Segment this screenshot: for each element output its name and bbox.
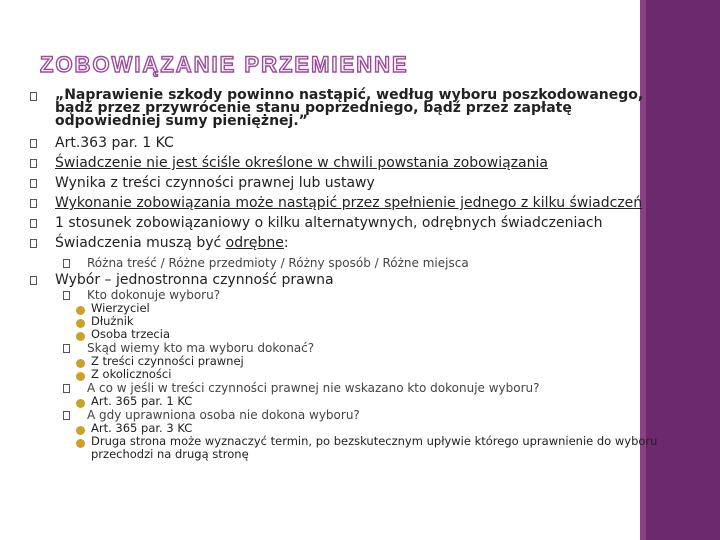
list-item <box>30 236 660 250</box>
question-item <box>30 381 660 395</box>
bullet-icon <box>30 139 37 148</box>
bullet-icon <box>30 92 37 101</box>
bullet-icon <box>63 411 70 420</box>
separate-prefix: Świadczenia muszą być <box>55 235 226 251</box>
bullet-icon <box>30 276 37 285</box>
separate-suffix: : <box>283 235 289 251</box>
answer-text: Z okoliczności <box>91 367 172 381</box>
slide-content <box>30 89 660 461</box>
question-text: A co w jeśli w treści czynności prawnej nie wskazano kto dokonuje wyboru? <box>87 381 540 395</box>
check-icon <box>76 306 85 315</box>
list-item <box>30 196 660 210</box>
bullet-icon <box>30 239 37 248</box>
sub-list-item <box>30 256 660 270</box>
bullet-icon <box>30 199 37 208</box>
question-item <box>30 408 660 422</box>
quote-item <box>30 89 660 128</box>
bullet-icon <box>63 344 70 353</box>
answer-text: Dłużnik <box>91 314 134 328</box>
bullet-icon <box>30 159 37 168</box>
list-item <box>30 273 660 287</box>
question-item <box>30 288 660 302</box>
answer-item <box>30 435 660 461</box>
list-item <box>30 216 660 230</box>
bullet-icon <box>63 259 70 268</box>
check-icon <box>76 426 85 435</box>
answer-text: Art. 365 par. 1 KC <box>91 394 193 408</box>
question-text: A gdy uprawniona osoba nie dokona wyboru? <box>87 408 360 422</box>
check-icon <box>76 372 85 381</box>
list-item-text: Wybór – jednostronna czynność prawna <box>55 272 334 288</box>
answer-text: Art. 365 par. 3 KC <box>91 421 193 435</box>
answer-item <box>30 368 660 381</box>
question-text: Skąd wiemy kto ma wyboru dokonać? <box>87 341 315 355</box>
list-item-text: Wykonanie zobowiązania może nastąpić przez spełnienie jednego z kilku świadczeń <box>55 195 643 211</box>
check-icon <box>76 332 85 341</box>
list-item <box>30 176 660 190</box>
answer-text: Osoba trzecia <box>91 327 170 341</box>
list-item-text: Świadczenie nie jest ściśle określone w chwili powstania zobowiązania <box>55 155 548 171</box>
bullet-icon <box>63 291 70 300</box>
sub-list-item-text: Różna treść / Różne przedmioty / Różny sposób / Różne miejsca <box>87 256 469 270</box>
question-item <box>30 341 660 355</box>
list-item-text: 1 stosunek zobowiązaniowy o kilku alternatywnych, odrębnych świadczeniach <box>55 215 603 231</box>
list-item <box>30 136 660 150</box>
check-icon <box>76 439 85 448</box>
separate-underlined: odrębne <box>225 235 284 251</box>
slide-title: ZOBOWIĄZANIE PRZEMIENNE <box>40 52 409 77</box>
answer-item <box>30 395 660 408</box>
check-icon <box>76 399 85 408</box>
list-item-text: Art.363 par. 1 KC <box>55 135 174 151</box>
bullet-icon <box>30 179 37 188</box>
question-text: Kto dokonuje wyboru? <box>87 288 221 302</box>
bullet-icon <box>63 384 70 393</box>
list-item-text: Wynika z treści czynności prawnej lub ustawy <box>55 175 375 191</box>
check-icon <box>76 319 85 328</box>
answer-text: Wierzyciel <box>91 301 150 315</box>
answer-text: Druga strona może wyznaczyć termin, po bezskutecznym upływie którego uprawnienie do wyboru przechodzi na drugą stronę <box>91 434 658 461</box>
quote-text: „Naprawienie szkody powinno nastąpić, według wyboru poszkodowanego, bądź przez przywrócenie stanu poprzedniego, bądź przez zapłatę odpowiedniej sumy pieniężnej.” <box>55 87 644 129</box>
list-item <box>30 156 660 170</box>
answer-text: Z treści czynności prawnej <box>91 354 244 368</box>
bullet-icon <box>30 219 37 228</box>
answer-item <box>30 328 660 341</box>
check-icon <box>76 359 85 368</box>
